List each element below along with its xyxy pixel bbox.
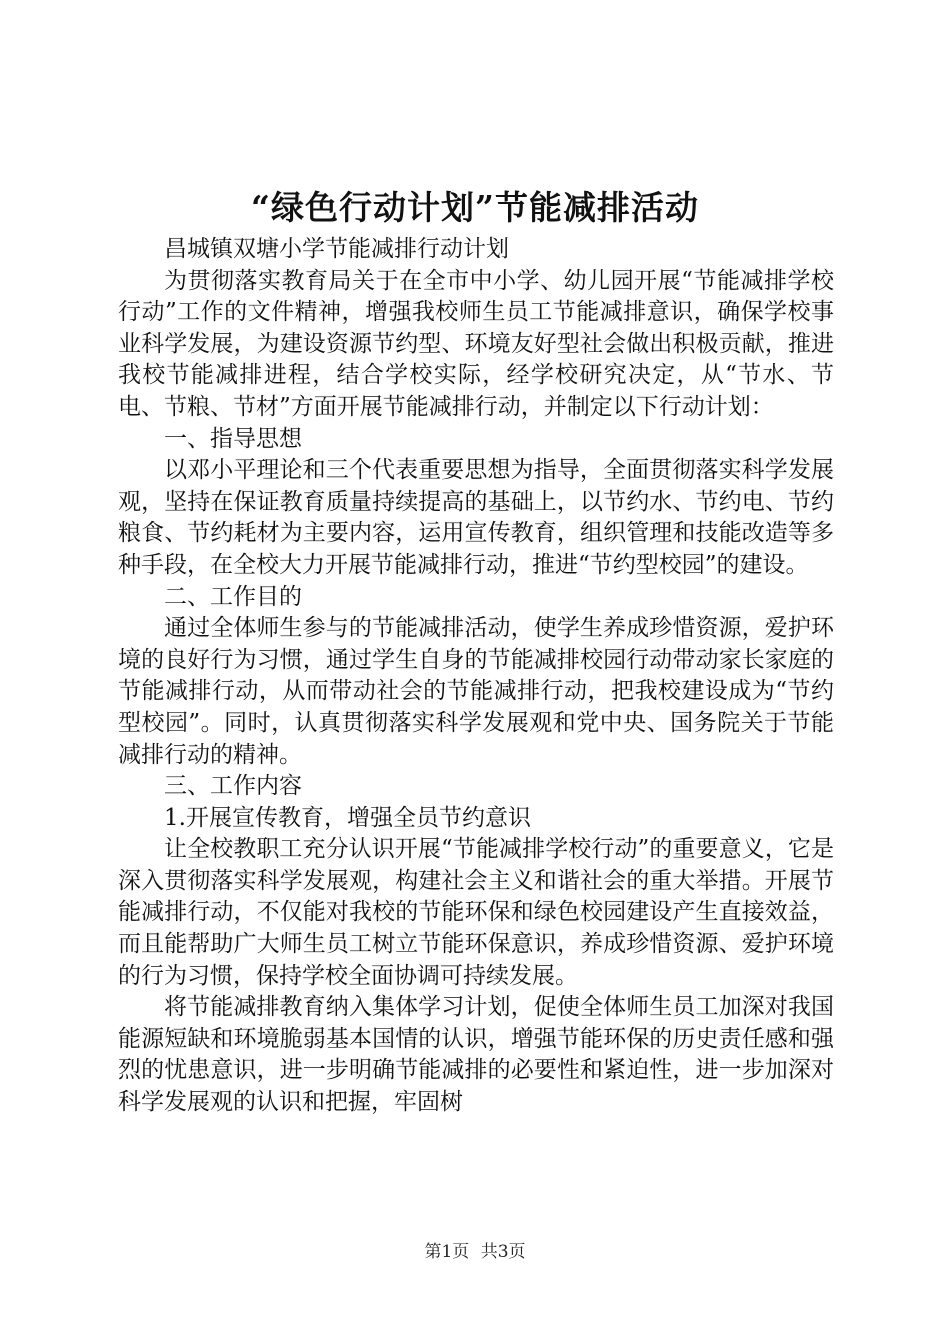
paragraph-intro: 为贯彻落实教育局关于在全市中小学、幼儿园开展“节能减排学校行动”工作的文件精神，增强我校师生员工节能减排意识，确保学校事业科学发展，为建设资源节约型、环境友好型社会做出积极贡献，推进我校节能减排进程，结合学校实际，经学校研究决定，从“节水、节电、节粮、节材”方面开展节能减排行动，并制定以下行动计划： [118, 267, 834, 420]
paragraph-work-purpose: 通过全体师生参与的节能减排活动，使学生养成珍惜资源，爱护环境的良好行为习惯，通过学生自身的节能减排校园行动带动家长家庭的节能减排行动，从而带动社会的节能减排行动，把我校建设成为“节约型校园”。同时，认真贯彻落实科学发展观和党中央、国务院关于节能减排行动的精神。 [118, 615, 834, 768]
paragraph-subtitle: 昌城镇双塘小学节能减排行动计划 [164, 236, 509, 262]
document-body [118, 234, 834, 1119]
page-footer [0, 1240, 950, 1264]
page-number: 第1页 [424, 1242, 470, 1262]
paragraph-awareness: 让全校教职工充分认识开展“节能减排学校行动”的重要意义，它是深入贯彻落实科学发展观，构建社会主义和谐社会的重大举措。开展节能减排行动，不仅能对我校的节能环保和绿色校园建设产生直接效益，而且能帮助广大师生员工树立节能环保意识，养成珍惜资源、爱护环境的行为习惯，保持学校全面协调可持续发展。 [118, 836, 834, 989]
subsection-heading-1: 1.开展宣传教育，增强全员节约意识 [164, 804, 531, 831]
paragraph-guiding-thought: 以邓小平理论和三个代表重要思想为指导，全面贯彻落实科学发展观，坚持在保证教育质量持续提高的基础上，以节约水、节约电、节约粮食、节约耗材为主要内容，运用宣传教育，组织管理和技能改造等多种手段，在全校大力开展节能减排行动，推进“节约型校园”的建设。 [118, 457, 834, 578]
section-heading-2: 二、工作目的 [164, 583, 302, 610]
document-title: “绿色行动计划”节能减排活动 [251, 188, 699, 227]
section-heading-3: 三、工作内容 [164, 773, 302, 800]
page-total: 共3页 [480, 1242, 526, 1262]
section-heading-1: 一、指导思想 [164, 425, 302, 452]
paragraph-study-plan: 将节能减排教育纳入集体学习计划，促使全体师生员工加深对我国能源短缺和环境脆弱基本国情的认识，增强节能环保的历史责任感和强烈的忧患意识，进一步明确节能减排的必要性和紧迫性，进一步加深对科学发展观的认识和把握，牢固树 [118, 994, 834, 1116]
